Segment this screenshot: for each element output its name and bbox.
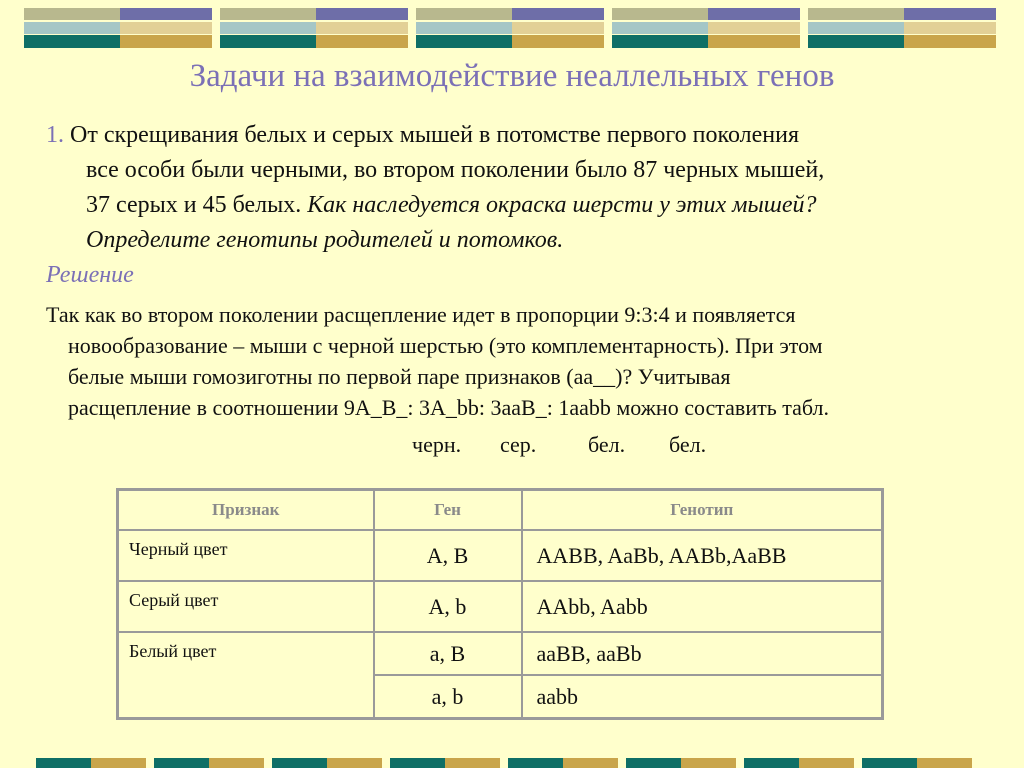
solution-heading: Решение xyxy=(46,262,134,288)
table-row xyxy=(118,530,883,581)
header-genotype: Генотип xyxy=(522,490,883,531)
explanation-line-4: расщепление в соотношении 9А_В_: 3А_bb: 3aaB_: 1aabb можно составить табл. xyxy=(68,395,830,420)
trait-cell: Черный цвет xyxy=(118,530,374,581)
task-line-1: От скрещивания белых и серых мышей в потомстве первого поколения xyxy=(70,122,799,148)
header-gene: Ген xyxy=(374,490,522,531)
top-decorative-band xyxy=(24,8,1000,48)
table-row xyxy=(118,581,883,632)
decor-tile xyxy=(744,758,854,768)
gene-cell: a, b xyxy=(374,675,522,719)
trait-cell: Серый цвет xyxy=(118,581,374,632)
decor-tile xyxy=(808,8,996,48)
phenotype-label: бел. xyxy=(588,432,626,457)
task-question: Как наследуется окраска шерсти у этих мышей? xyxy=(307,192,817,218)
explanation-text xyxy=(46,299,986,423)
decor-tile xyxy=(508,758,618,768)
bottom-decorative-band xyxy=(36,758,1012,768)
genotype-cell: aaBB, aaBb xyxy=(522,632,883,675)
table-header-row xyxy=(118,490,883,531)
slide-title: Задачи на взаимодействие неаллельных генов xyxy=(189,58,835,94)
task-text xyxy=(46,118,986,258)
decor-tile xyxy=(154,758,264,768)
trait-cell: Белый цвет xyxy=(118,632,374,719)
phenotype-label: черн. xyxy=(412,432,462,457)
gene-cell: a, B xyxy=(374,632,522,675)
phenotype-label: сер. xyxy=(500,432,537,457)
phenotype-label: бел. xyxy=(669,432,707,457)
decor-tile xyxy=(24,8,212,48)
decor-tile xyxy=(220,8,408,48)
decor-tile xyxy=(416,8,604,48)
explanation-line-3: белые мыши гомозиготны по первой паре признаков (аа__)? Учитывая xyxy=(68,364,731,389)
decor-tile xyxy=(612,8,800,48)
decor-tile xyxy=(626,758,736,768)
gene-cell: A, B xyxy=(374,530,522,581)
decor-tile xyxy=(272,758,382,768)
decor-tile xyxy=(862,758,972,768)
header-trait: Признак xyxy=(118,490,374,531)
gene-cell: A, b xyxy=(374,581,522,632)
task-question-2: Определите генотипы родителей и потомков. xyxy=(86,227,564,253)
genotype-cell: AABB, AaBb, AABb,AaBB xyxy=(522,530,883,581)
table-row xyxy=(118,632,883,675)
decor-tile xyxy=(36,758,146,768)
explanation-line-2: новообразование – мыши с черной шерстью (это комплементарность). При этом xyxy=(68,333,823,358)
task-number: 1. xyxy=(46,122,64,148)
genotype-table xyxy=(116,488,884,720)
explanation-line-1: Так как во втором поколении расщепление идет в пропорции 9:3:4 и появляется xyxy=(46,302,796,327)
task-line-2: все особи были черными, во втором поколении было 87 черных мышей, xyxy=(86,157,825,183)
genotype-cell: AAbb, Aabb xyxy=(522,581,883,632)
decor-tile xyxy=(390,758,500,768)
genotype-cell: aabb xyxy=(522,675,883,719)
task-line-3: 37 серых и 45 белых. xyxy=(86,192,302,218)
